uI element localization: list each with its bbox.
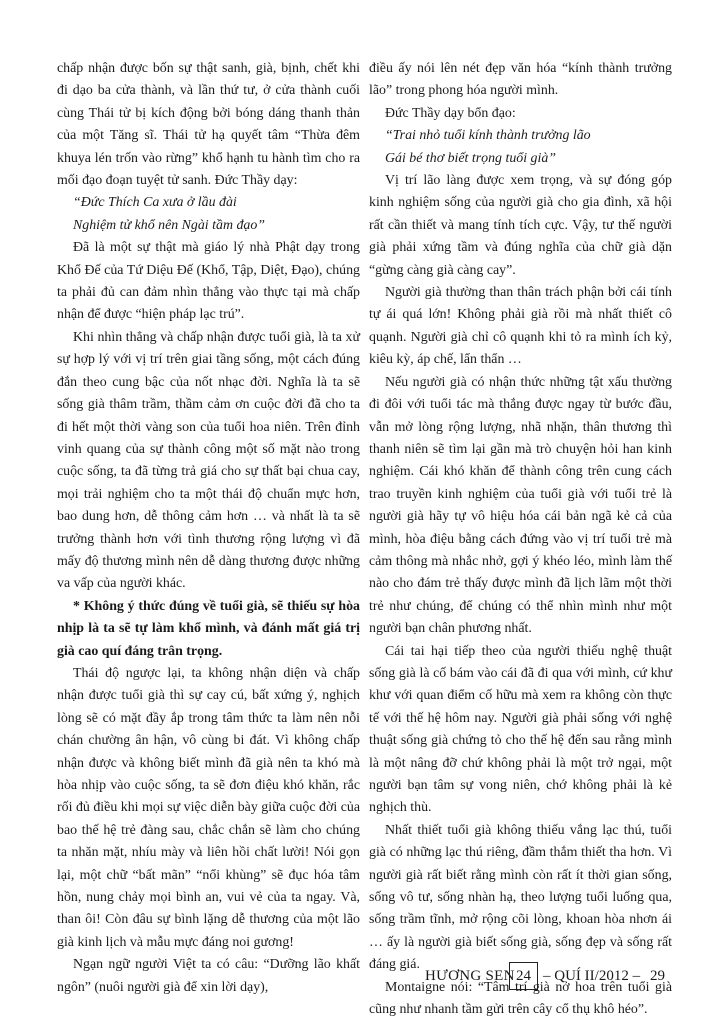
verse-line: Gái bé thơ biết trọng tuổi già” [385,150,557,166]
paragraph: Cái tai hại tiếp theo của người thiếu nghệ thuật sống già là cố bám vào cái đã đi qua với mình, cứ khư khư với quan điểm cố hữu mà xem ra không còn thực tế với thế hệ hôm nay. Người già phải sống với nghệ thuật sống già chứng tỏ cho thế hệ đến sau rằng mình là một nâng đỡ chứ không phải là một trở ngại, một người bạn tâm sự vong niên, chớ không phải là kẻ nghịch thù. [369,643,672,816]
paragraph: Đã là một sự thật mà giáo lý nhà Phật dạy trong Khổ Đế của Tứ Diệu Đế (Khổ, Tập, Diệt, Đạo), chúng ta phải đủ can đảm nhìn thẳng vào thực tại mà chấp nhận để được “hiện pháp lạc trú”. [57,240,360,323]
verse-line: “Trai nhỏ tuổi kính thành trưởng lão [385,128,591,144]
paragraph: chấp nhận được bốn sự thật sanh, già, bịnh, chết khi đi dạo ba cửa thành, và lần thứ tư, ở cửa thành cuối cùng Thái tử bị kích động bởi bóng dáng thanh thản của một Tăng sĩ. Thái tử hạ quyết tâm “Thừa đêm khuya lén trốn vào rừng” khổ hạnh tu hành tìm cho ra mối đạo đoạn tuyệt tử sanh. Đức Thầy dạy: [57,61,360,189]
verse-line: Nghiệm tử khổ nên Ngài tầm đạo” [73,217,266,233]
page-footer [0,961,718,991]
issue-date: – QUÍ II/2012 – [543,968,641,984]
verse-line: “Đức Thích Ca xưa ở lầu đài [73,195,237,211]
paragraph: Người già thường than thân trách phận bởi cái tính tự ái quá lớn! Không phải già rồi mà nhất thiết cô quạnh. Người già chỉ cô quạnh khi tỏ ra mình ích kỷ, kiêu kỳ, áp chế, lẩn thẩn … [369,285,672,368]
left-column [57,58,360,999]
issue-number-box: 24 [509,962,538,990]
paragraph: Vị trí lão làng được xem trọng, và sự đóng góp kinh nghiệm sống của người già cho gia đình, xã hội rất cần thiết và mang tính tích cực. Vậy, tư thế người già phải xứng tầm và đúng nghĩa của chữ già dặn “gừng càng già càng cay”. [369,173,672,278]
right-column [369,58,672,1021]
paragraph: Nhất thiết tuổi già không thiếu vắng lạc thú, tuổi già có những lạc thú riêng, đầm thắm thiết tha hơn. Vì người già rất biết rằng mình còn rất ít thời gian sống, sống vô tư, sống nhàn hạ, theo lượng tuổi luống qua, sống trầm tĩnh, mở rộng cõi lòng, khoan hòa nhơn ái … ấy là người già biết sống già, sống đẹp và sống rất đáng giá. [369,822,672,973]
page-number: 29 [650,968,665,984]
paragraph: Khi nhìn thẳng và chấp nhận được tuổi già, là ta xử sự hợp lý với vị trí trên giai tầng sống, một cách đúng đắn theo cung bậc của nốt nhạc đời. Nghĩa là ta sẽ sống già thâm trầm, thầm cảm ơn cuộc đời đã cho ta đi hết một thời vàng son của tuổi hoa niên. Trên đỉnh vinh quang của sự thành công một số mặt nào trong cuộc sống, ta đã từng trả giá cho sự thất bại chua cay, mọi trải nghiệm cho ta một thái độ chuẩn mực hơn, bao dung hơn, dễ thông cảm hơn … và nhất là ta sẽ trưởng thành hơn với tình thương rộng lượng vì đã mấy độ thương mình nên dễ dàng thương được những va vấp của người khác. [57,329,360,592]
paragraph: Thái độ ngược lại, ta không nhận diện và chấp nhận được tuổi già thì sự cay cú, bất xứng ý, nghịch lòng sẽ có mặt đầy ắp trong tâm thức ta làm nên nỗi chán chường ân hận, vô cùng bi đát. Vì không chấp nhận được và không biết mình đã già nên ta khó mà hòa nhịp vào cuộc sống, ta sẽ đơn điệu khó khăn, rắc rối đủ điều khi mọi sự việc diễn bày giữa cuộc đời của bao thế hệ trẻ đàng sau, chắc chắn sẽ làm cho chúng ta nhăn mặt, nhíu mày và liên hồi chất lười! Nói gọn lại, một chữ “bất mãn” “nổi khùng” sẽ đục hóa tâm hồn, nung chảy mọi bình an, vui vẻ của ta ngay. Và, than ôi! Còn đâu sự bình lặng dễ thương của một lão già kinh lịch và mẫu mực đáng noi gương! [57,665,360,950]
section-heading: * Không ý thức đúng về tuổi già, sẽ thiếu sự hòa nhịp là ta sẽ tự làm khổ mình, và đánh mất giá trị già cao quí đáng trân trọng. [57,598,360,659]
paragraph: Montaigne nói: “Tâm trí già nở hoa trên tuổi già cũng như nhanh tầm gửi trên cây cổ thụ khô héo”. [369,979,672,1018]
paragraph: Đức Thầy dạy bổn đạo: [385,105,516,121]
paragraph: Nếu người già có nhận thức những tật xấu thường đi đôi với tuổi tác mà thắng được ngay từ bước đầu, vẫn mở lòng rộng lượng, nhã nhặn, thân thương thì thanh niên sẽ tìm lại gần mà trò chuyện hỏi han kinh nghiệm. Cái khó khăn để thành công trên cung cách trao truyền kinh nghiệm của tuổi già với tuổi trẻ là người già hãy tự vô hiệu hóa cái bản ngã kẻ cả của mình, hòa điệu bằng cách đứng vào vị trí tuổi trẻ mà cảm thông mà nhắc nhở, gợi ý khéo léo, mình làm thế nào cho đám trẻ thấy được mình đã lịch lãm một thời trẻ như chúng, để chúng có thể nhìn mình như một người bạn chân phương nhất. [369,374,672,637]
paragraph: điều ấy nói lên nét đẹp văn hóa “kính thành trưởng lão” trong phong hóa người mình. [369,61,672,99]
paragraph: Ngạn ngữ người Việt ta có câu: “Dưỡng lão khất ngôn” (nuôi người già để xin lời dạy), [57,957,360,995]
magazine-title: HƯƠNG SEN [425,968,515,984]
